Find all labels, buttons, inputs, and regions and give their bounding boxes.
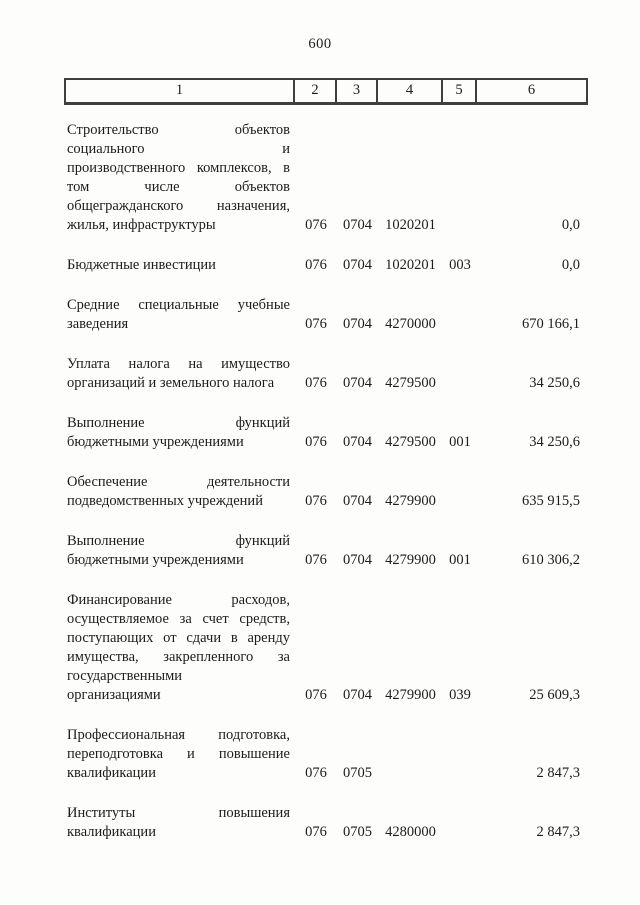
row-title-line: квалификации — [67, 765, 156, 781]
row-code-col3: 0704 — [343, 434, 372, 450]
row-code-col2: 076 — [305, 687, 327, 703]
row-code-col3: 0704 — [343, 552, 372, 568]
table-header-row — [64, 78, 588, 105]
row-amount-col6: 0,0 — [561, 257, 580, 273]
row-amount-col6: 34 250,6 — [529, 375, 580, 391]
row-code-col4: 4270000 — [385, 316, 436, 332]
row-code-col2: 076 — [305, 493, 327, 509]
row-amount-col6: 2 847,3 — [536, 765, 580, 781]
row-title-cell — [64, 591, 295, 705]
row-amount-col6: 670 166,1 — [522, 316, 580, 332]
row-code-col5: 001 — [449, 552, 471, 568]
table-row — [64, 256, 588, 275]
table-row — [64, 473, 588, 511]
row-title-line: общегражданского назначения, — [67, 198, 290, 214]
table-header-cell-6: 6 — [527, 82, 536, 98]
table-header-cell-1: 1 — [66, 80, 295, 102]
row-amount-col6: 25 609,3 — [529, 687, 580, 703]
table-header-cell-2: 2 — [295, 80, 337, 102]
row-title-cell — [64, 256, 295, 275]
row-code-col2: 076 — [305, 765, 327, 781]
row-title-line: организаций и земельного налога — [67, 375, 275, 391]
row-title-cell — [64, 296, 295, 334]
row-code-col5: 039 — [449, 687, 471, 703]
row-title-line: Бюджетные инвестиции — [67, 257, 216, 273]
row-code-col2: 076 — [305, 217, 327, 233]
row-title-cell — [64, 355, 295, 393]
row-code-col4: 4279900 — [385, 687, 436, 703]
row-title-line: том числе объектов — [67, 179, 290, 195]
table-row — [64, 804, 588, 842]
row-title-line: квалификации — [67, 824, 156, 840]
row-title-line: Выполнение функций — [67, 415, 290, 431]
row-code-col2: 076 — [305, 552, 327, 568]
row-code-col4: 4279900 — [385, 552, 436, 568]
row-code-col5: 001 — [449, 434, 471, 450]
row-code-col5: 003 — [449, 257, 471, 273]
row-code-col2: 076 — [305, 316, 327, 332]
row-title-line: бюджетными учреждениями — [67, 434, 244, 450]
table-row — [64, 532, 588, 570]
table-row — [64, 591, 588, 705]
row-amount-col6: 34 250,6 — [529, 434, 580, 450]
row-title-line: жилья, инфраструктуры — [67, 217, 216, 233]
page-number: 600 — [308, 36, 332, 52]
row-code-col3: 0705 — [343, 765, 372, 781]
row-title-line: осуществляемое за счет средств, — [67, 611, 290, 627]
row-code-col2: 076 — [305, 824, 327, 840]
row-code-col2: 076 — [305, 375, 327, 391]
row-title-cell — [64, 532, 295, 570]
row-title-line: поступающих от сдачи в аренду — [67, 630, 290, 646]
row-code-col4: 1020201 — [385, 257, 436, 273]
row-code-col3: 0704 — [343, 375, 372, 391]
row-code-col4: 4279500 — [385, 375, 436, 391]
row-title-line: подведомственных учреждений — [67, 493, 263, 509]
row-title-line: бюджетными учреждениями — [67, 552, 244, 568]
row-title-cell — [64, 473, 295, 511]
row-code-col3: 0705 — [343, 824, 372, 840]
row-code-col2: 076 — [305, 257, 327, 273]
row-amount-col6: 0,0 — [561, 217, 580, 233]
table-row — [64, 726, 588, 783]
row-title-cell — [64, 726, 295, 783]
row-title-line: социального и — [67, 141, 290, 157]
row-title-line: государственными — [67, 668, 183, 684]
row-title-line: Строительство объектов — [67, 122, 290, 138]
row-title-line: Профессиональная подготовка, — [67, 727, 290, 743]
row-amount-col6: 610 306,2 — [522, 552, 580, 568]
table-row — [64, 296, 588, 334]
row-title-line: Уплата налога на имущество — [67, 356, 290, 372]
row-title-line: Средние специальные учебные — [67, 297, 290, 313]
table-header-cell-5: 5 — [443, 80, 477, 102]
row-title-line: имущества, закрепленного за — [67, 649, 290, 665]
table-row — [64, 121, 588, 235]
row-title-cell — [64, 121, 295, 235]
row-title-line: переподготовка и повышение — [67, 746, 290, 762]
row-title-line: заведения — [67, 316, 129, 332]
row-title-line: организациями — [67, 687, 161, 703]
table-row — [64, 414, 588, 452]
row-code-col4: 4279900 — [385, 493, 436, 509]
table-row — [64, 355, 588, 393]
row-code-col3: 0704 — [343, 316, 372, 332]
row-code-col3: 0704 — [343, 687, 372, 703]
row-amount-col6: 2 847,3 — [536, 824, 580, 840]
row-amount-col6: 635 915,5 — [522, 493, 580, 509]
table-header-cell-4: 4 — [378, 80, 443, 102]
row-code-col3: 0704 — [343, 493, 372, 509]
row-title-cell — [64, 414, 295, 452]
row-code-col3: 0704 — [343, 257, 372, 273]
row-code-col4: 1020201 — [385, 217, 436, 233]
row-title-cell — [64, 804, 295, 842]
row-title-line: Обеспечение деятельности — [67, 474, 290, 490]
row-title-line: Институты повышения — [67, 805, 290, 821]
row-code-col2: 076 — [305, 434, 327, 450]
row-code-col4: 4280000 — [385, 824, 436, 840]
row-code-col4: 4279500 — [385, 434, 436, 450]
table-body — [64, 121, 588, 863]
row-title-line: Выполнение функций — [67, 533, 290, 549]
row-title-line: Финансирование расходов, — [67, 592, 290, 608]
table-header-cell-3: 3 — [337, 80, 378, 102]
row-title-line: производственного комплексов, в — [67, 160, 290, 176]
row-code-col3: 0704 — [343, 217, 372, 233]
